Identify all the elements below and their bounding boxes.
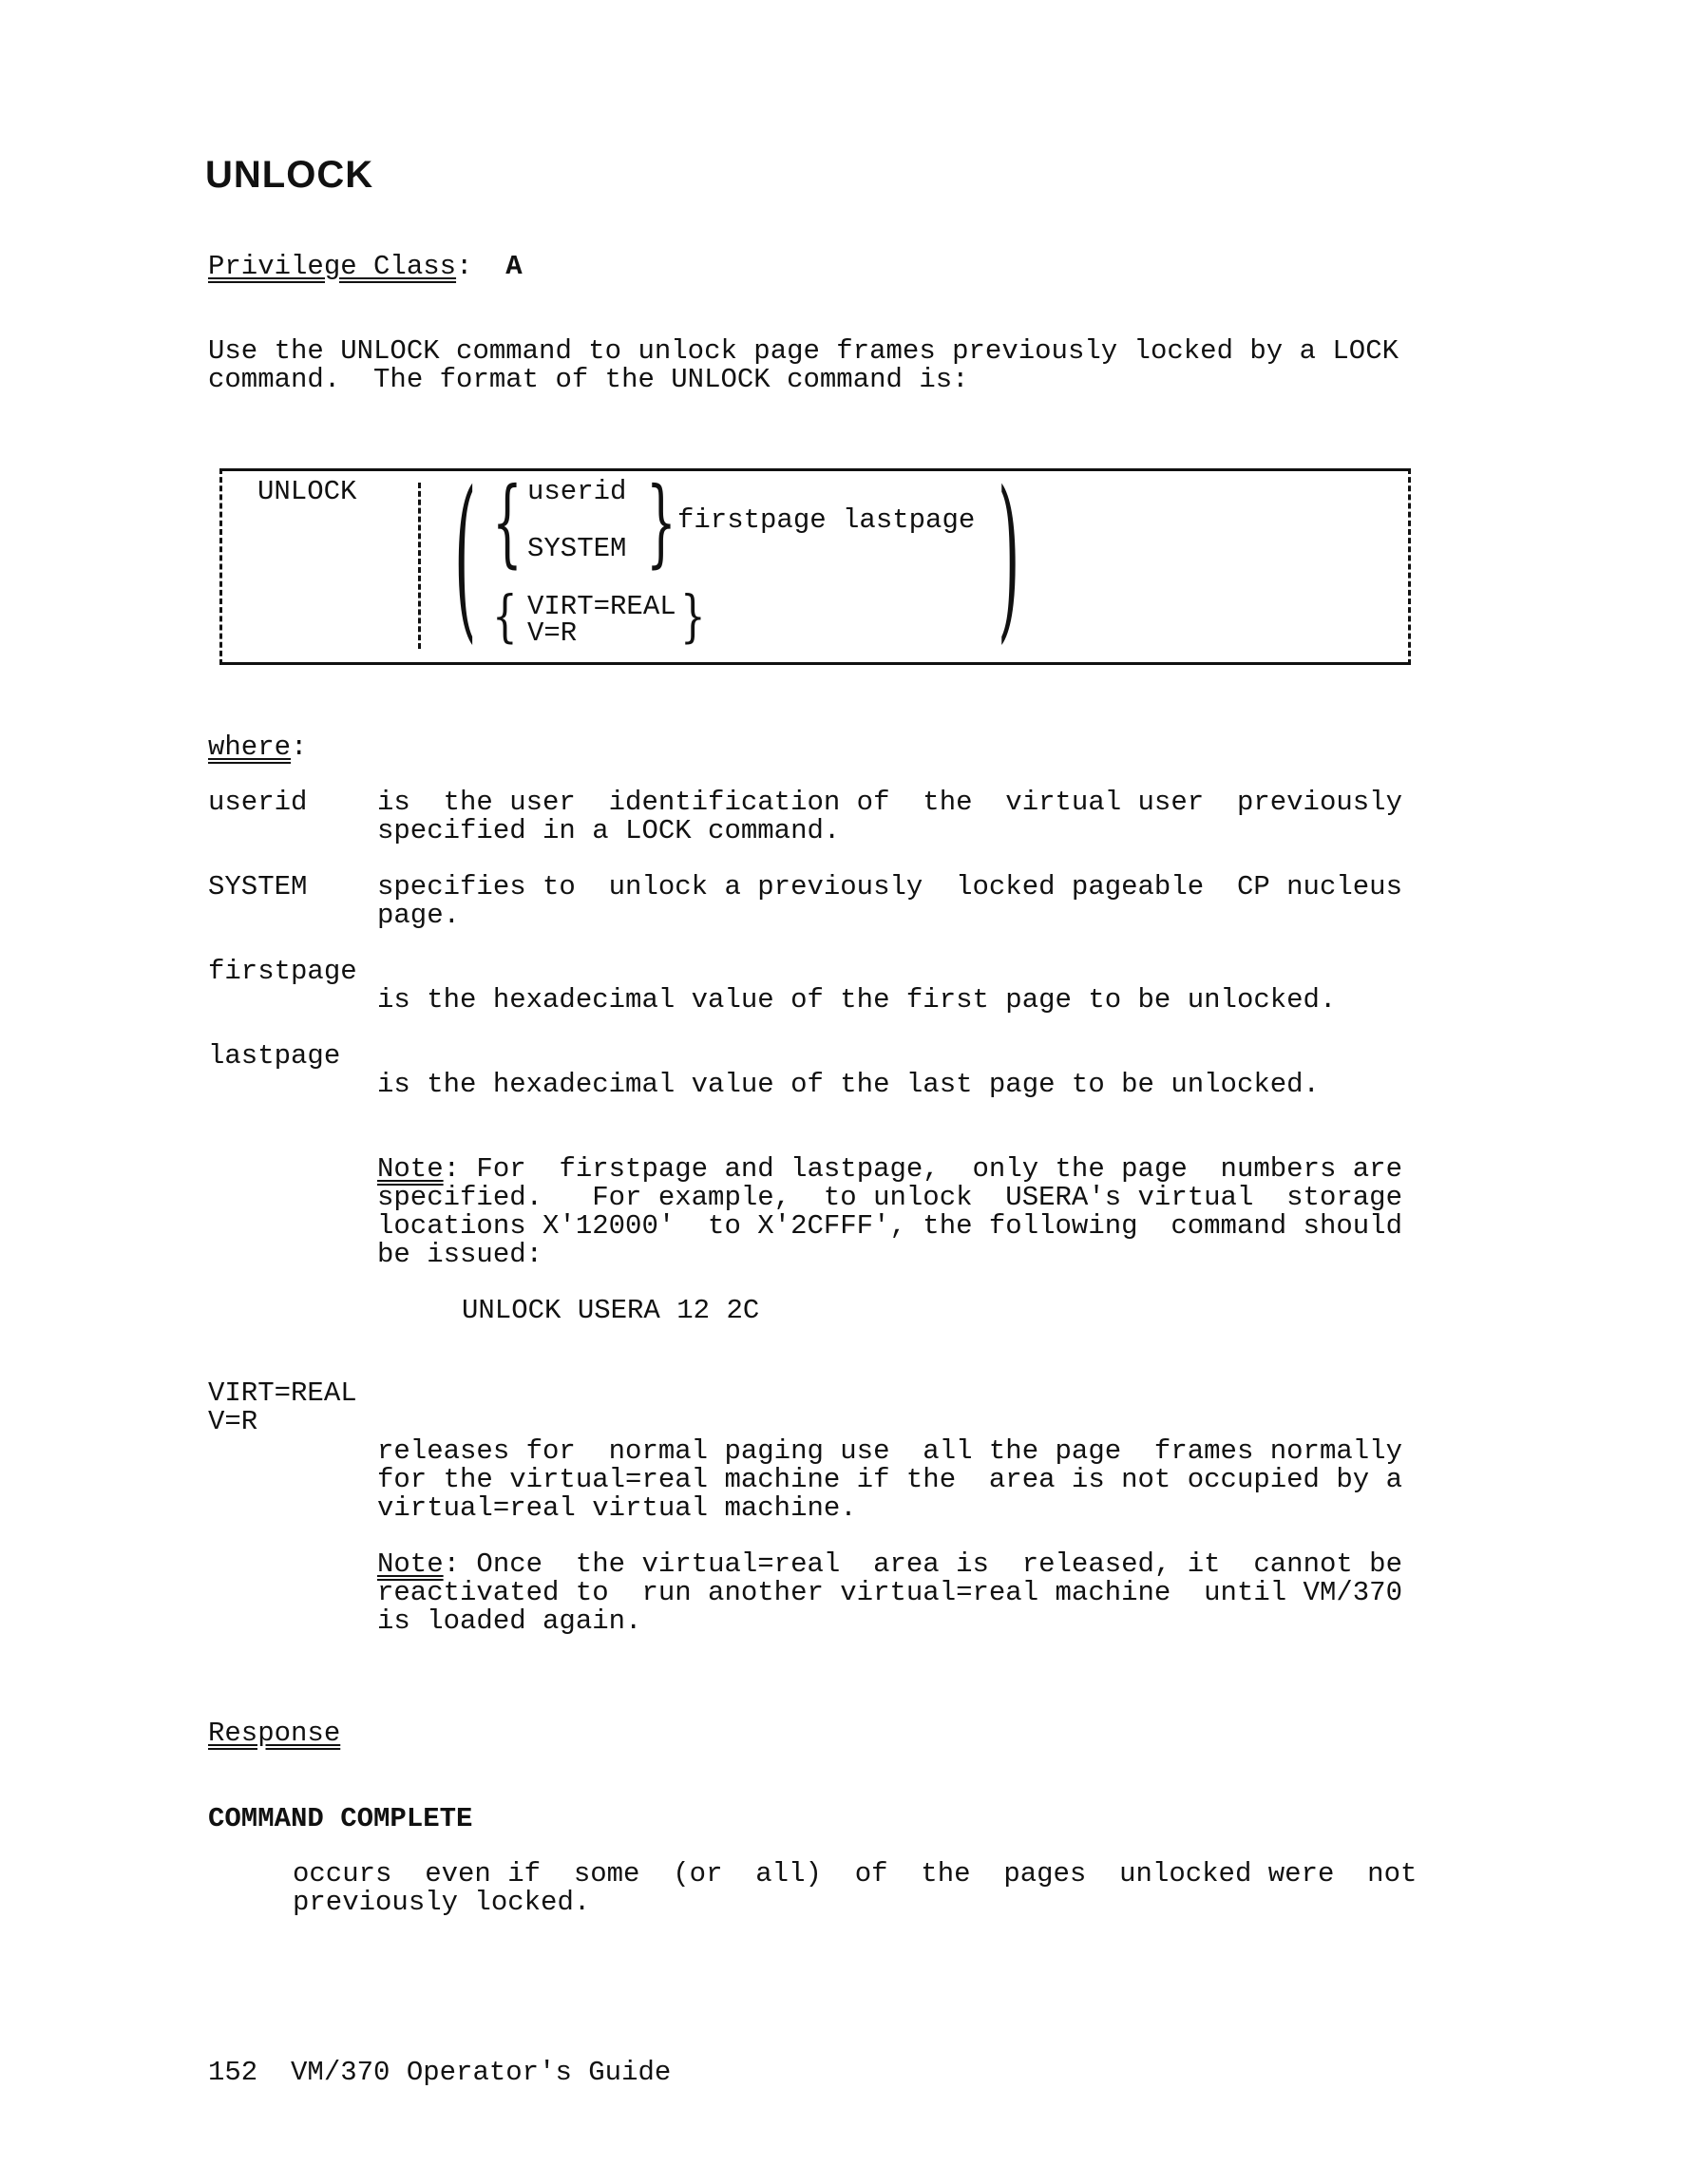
syntax-pages: firstpage lastpage: [677, 504, 976, 536]
param-desc-virt-1: releases for normal paging use all the page frames normally: [377, 1435, 1402, 1467]
param-desc-userid-2: specified in a LOCK command.: [377, 815, 841, 846]
inner-left-brace-glyph: {: [492, 467, 523, 578]
page-title: UNLOCK: [205, 154, 374, 196]
inner2-right-brace-glyph: }: [680, 583, 706, 649]
syntax-virt-real: VIRT=REAL: [527, 591, 676, 622]
privilege-class-value: A: [505, 251, 523, 282]
param-desc-system-1: specifies to unlock a previously locked pageable CP nucleus: [377, 871, 1402, 902]
param-term-lastpage: lastpage: [208, 1040, 341, 1072]
param-term-userid: userid: [208, 787, 308, 818]
syntax-userid: userid: [527, 476, 627, 507]
note1-first-line: : For firstpage and lastpage, only the page numbers are: [443, 1153, 1402, 1185]
response-heading: Response: [208, 1718, 341, 1749]
note2-first-line: : Once the virtual=real area is released, it cannot be: [443, 1548, 1402, 1580]
note1-line-3: locations X'12000' to X'2CFFF', the following command should: [377, 1210, 1402, 1242]
note2-label: Note: [377, 1548, 444, 1580]
param-desc-system-2: page.: [377, 900, 461, 931]
response-desc-2: previously locked.: [293, 1887, 591, 1918]
param-desc-virt-2: for the virtual=real machine if the area is not occupied by a: [377, 1464, 1402, 1495]
syntax-box-right-border: [1408, 468, 1411, 665]
param-desc-firstpage: is the hexadecimal value of the first page to be unlocked.: [377, 984, 1337, 1016]
intro-line-2: command. The format of the UNLOCK command is:: [208, 364, 969, 395]
response-message: COMMAND COMPLETE: [208, 1803, 473, 1834]
page-footer: 152 VM/370 Operator's Guide: [208, 2057, 672, 2088]
note2-line-1: [377, 1550, 1402, 1579]
response-desc-1: occurs even if some (or all) of the pages unlocked were not: [293, 1858, 1418, 1890]
syntax-command: UNLOCK: [257, 476, 357, 507]
note1-example-command: UNLOCK USERA 12 2C: [462, 1295, 760, 1326]
inner2-left-brace-glyph: {: [492, 583, 518, 649]
note2-line-2: reactivated to run another virtual=real machine until VM/370: [377, 1577, 1402, 1608]
intro-line-1: Use the UNLOCK command to unlock page frames previously locked by a LOCK: [208, 335, 1399, 367]
inner-right-brace-glyph: }: [646, 467, 676, 578]
param-term-virt-real: VIRT=REAL: [208, 1377, 357, 1409]
note2-line-3: is loaded again.: [377, 1605, 642, 1637]
privilege-class: Privilege Class: A: [208, 251, 523, 282]
where-heading: where:: [208, 731, 308, 763]
param-desc-lastpage: is the hexadecimal value of the last page to be unlocked.: [377, 1069, 1320, 1100]
note1-line-4: be issued:: [377, 1239, 543, 1270]
syntax-box-top-border: [219, 468, 1410, 471]
param-term-firstpage: firstpage: [208, 956, 357, 987]
syntax-system: SYSTEM: [527, 533, 627, 564]
privilege-class-label: Privilege Class: [208, 251, 457, 282]
syntax-box-left-border: [219, 468, 222, 665]
syntax-v-r: V=R: [527, 617, 578, 649]
param-term-system: SYSTEM: [208, 871, 308, 902]
syntax-box-bottom-border: [219, 662, 1410, 665]
where-label: where: [208, 731, 292, 763]
syntax-box-separator: [418, 483, 421, 649]
param-term-v-r: V=R: [208, 1406, 258, 1437]
param-desc-virt-3: virtual=real virtual machine.: [377, 1492, 857, 1524]
param-desc-userid-1: is the user identification of the virtual user previously: [377, 787, 1402, 818]
note1-label: Note: [377, 1153, 444, 1185]
outer-right-paren-glyph: ): [998, 455, 1020, 662]
note1-line-2: specified. For example, to unlock USERA's virtual storage: [377, 1182, 1402, 1213]
outer-left-paren-glyph: (: [454, 455, 477, 662]
note1-line-1: [377, 1155, 1402, 1184]
